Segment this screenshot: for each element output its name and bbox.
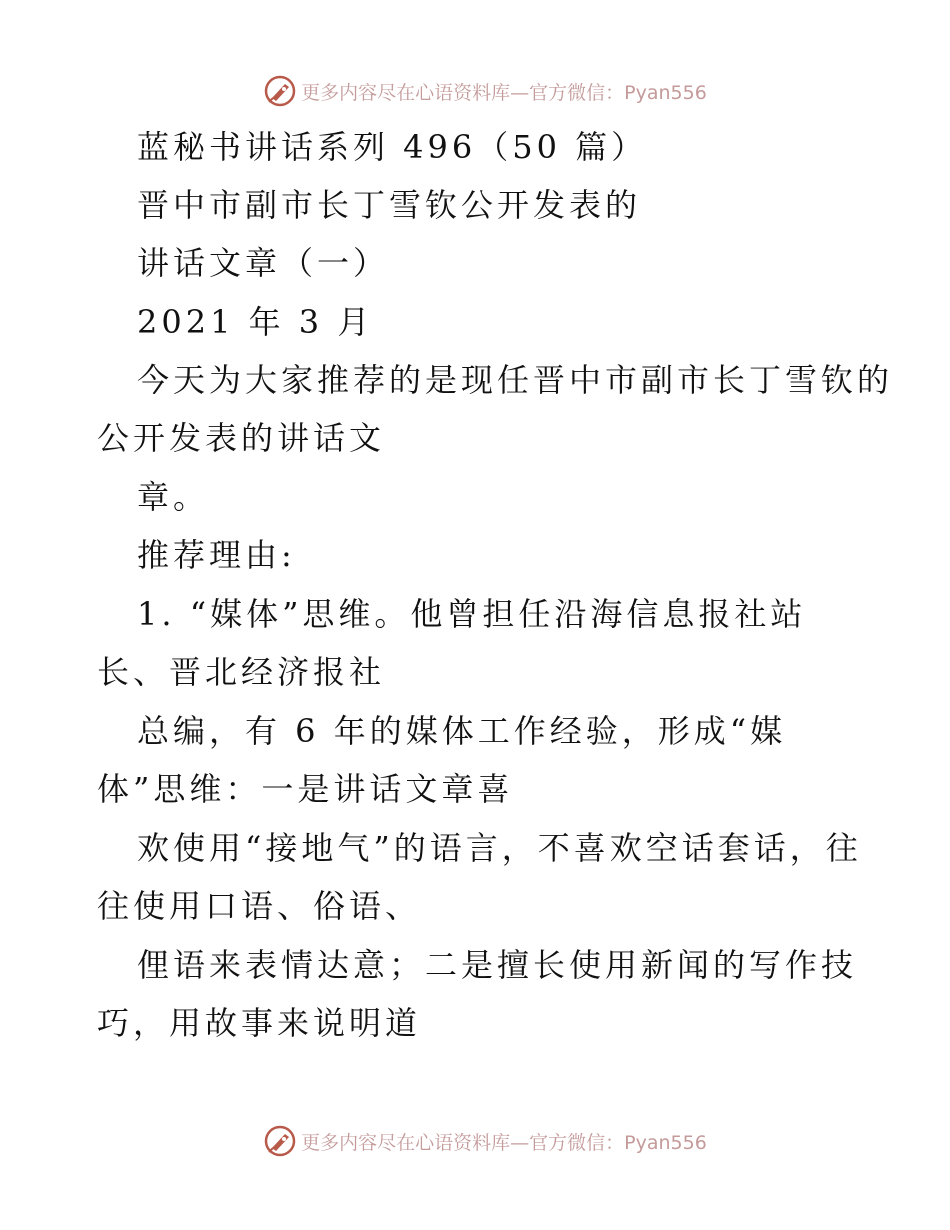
paragraph-line: 欢使用“接地气”的语言，不喜欢空话套话，往: [137, 829, 862, 867]
banner-wechat-id: Pyan556: [624, 1131, 707, 1154]
pen-nib-circle-icon: [263, 1124, 297, 1158]
paragraph-line: 巧，用故事来说明道: [97, 1004, 422, 1042]
paragraph-line: 章。: [137, 478, 210, 516]
banner-wechat-id: Pyan556: [624, 81, 707, 104]
section-heading-line: 推荐理由:: [137, 536, 296, 574]
paragraph-line: 往使用口语、俗语、: [97, 887, 422, 925]
banner-text-cn: 更多内容尽在心语资料库—官方微信：: [301, 81, 625, 104]
footer-banner: [0, 1119, 950, 1163]
paragraph-line: 体”思维：一是讲话文章喜: [97, 770, 514, 808]
paragraph-line: 今天为大家推荐的是现任晋中市副市长丁雪钦的: [137, 361, 894, 399]
banner-text-cn: 更多内容尽在心语资料库—官方微信：: [301, 1131, 625, 1154]
paragraph-line: 总编，有 6 年的媒体工作经验，形成“媒: [137, 712, 787, 750]
header-banner: [0, 69, 950, 113]
paragraph-line: 俚语来表情达意；二是擅长使用新闻的写作技: [137, 946, 858, 984]
doc-title-line: 蓝秘书讲话系列 496（50 篇）: [137, 128, 648, 166]
footer-banner-inner: [263, 1124, 707, 1158]
header-banner-inner: [263, 74, 707, 108]
doc-subtitle-line-1: 晋中市副市长丁雪钦公开发表的: [137, 186, 642, 224]
paragraph-line: 1. “媒体”思维。他曾担任沿海信息报社站: [137, 595, 807, 633]
doc-date-line: 2021 年 3 月: [137, 303, 374, 341]
pen-nib-circle-icon: [263, 74, 297, 108]
paragraph-line: 公开发表的讲话文: [97, 419, 386, 457]
banner-text: [301, 1128, 707, 1155]
doc-subtitle-line-2: 讲话文章（一）: [137, 244, 390, 282]
banner-text: [301, 78, 707, 105]
paragraph-line: 长、晋北经济报社: [97, 653, 386, 691]
